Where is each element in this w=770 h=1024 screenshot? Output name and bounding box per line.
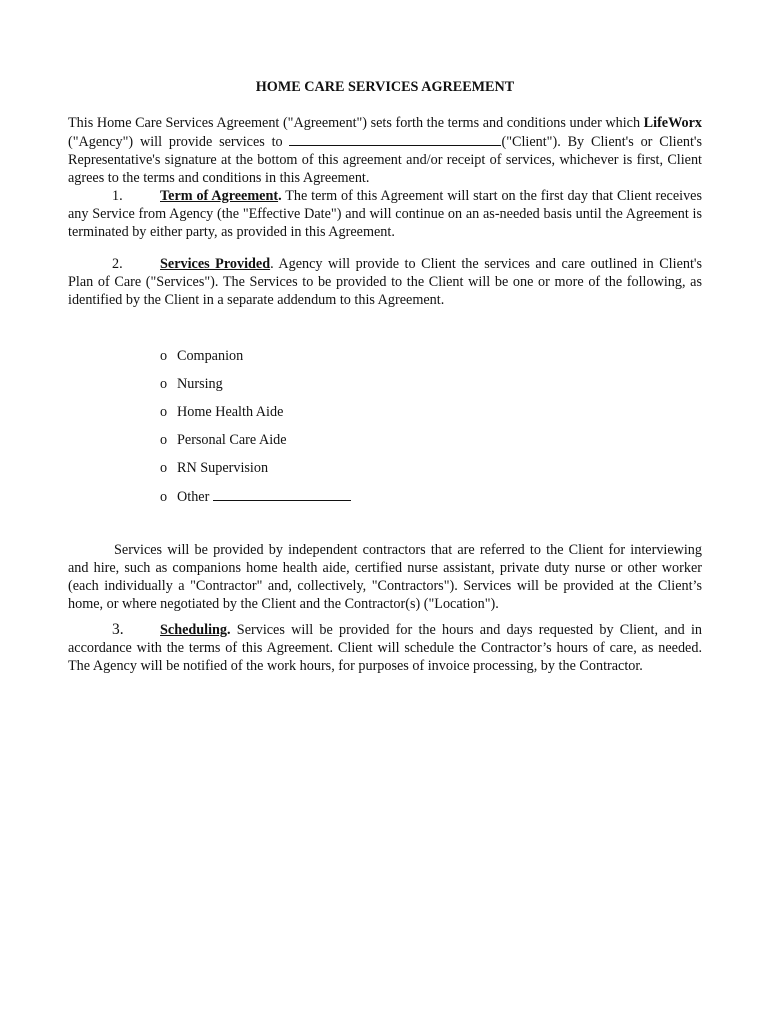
other-service-blank[interactable] [213,487,351,501]
section-heading: Services Provided [160,256,271,272]
section-number: 2. [112,256,123,272]
bullet-icon: o [160,460,168,476]
section-body: The term of this Agreement will start on the first day that Client receives any Service from Agency (the "Effective Date") and will continue on an as-needed basis until the Agreement is terminated by either party, as provided in this Agreement. [68,188,702,240]
bullet-icon: o [160,376,168,392]
list-item-label: Nursing [177,376,223,392]
section-body: Services will be provided for the hours and days requested by Client, and in accordance with the terms of this Agreement. Client will schedule the Contractor’s hours of care, as needed. The Agency will be notified of the work hours, for purposes of invoice processing, by the Contractor. [68,622,702,674]
agency-name: LifeWorx [643,115,702,131]
list-item-label: Companion [177,348,244,364]
intro-text-3: ("Client"). By Client's or Client's Representative's signature at the bottom of this agreement and/or receipt of services, whichever is first, Client agrees to the terms and conditions in this Agreement. [68,134,702,186]
section-heading: Scheduling [160,622,228,638]
section-services-provided [68,255,702,309]
list-item-other[interactable] [160,487,770,515]
section-heading: Term of Agreement [160,188,279,204]
list-item-rn-supervision[interactable] [160,459,770,487]
list-item-label: Personal Care Aide [177,432,287,448]
intro-text-1: This Home Care Services Agreement ("Agreement") sets forth the terms and conditions under which [68,115,644,131]
section-number: 3. [112,621,124,638]
client-name-blank[interactable] [289,132,501,146]
list-item-label: Other [177,489,210,505]
document-page [68,78,702,675]
services-checklist [160,347,770,515]
list-item-home-health-aide[interactable] [160,403,770,431]
list-item-label: Home Health Aide [177,404,284,420]
list-item-nursing[interactable] [160,375,770,403]
section-scheduling [68,621,702,675]
intro-text-2: ("Agency") will provide services to [68,134,290,150]
list-item-personal-care-aide[interactable] [160,431,770,459]
bullet-icon: o [160,489,168,505]
section-heading-period: . [278,188,282,204]
section-term-of-agreement [68,187,702,241]
section-heading-period: . [227,622,231,638]
bullet-icon: o [160,432,168,448]
section-body: . Agency will provide to Client the services and care outlined in Client's Plan of Care ("Services"). The Services to be provided to the Client will be one or more of the following, as identified by the Client in a separate addendum to this Agreement. [68,256,702,308]
list-item-companion[interactable] [160,347,770,375]
intro-paragraph [68,114,702,187]
section-number: 1. [112,188,123,204]
list-item-label: RN Supervision [177,460,269,476]
bullet-icon: o [160,404,168,420]
contractors-paragraph: Services will be provided by independent contractors that are referred to the Client for interviewing and hire, such as companions home health aide, certified nurse assistant, private duty nurse or other worker (each individually a "Contractor" and, collectively, "Contractors"). Services will be provided at the Client’s home, or where negotiated by the Client and the Contractor(s) ("Location"). [68,542,702,612]
document-title: HOME CARE SERVICES AGREEMENT [255,79,515,95]
bullet-icon: o [160,348,168,364]
